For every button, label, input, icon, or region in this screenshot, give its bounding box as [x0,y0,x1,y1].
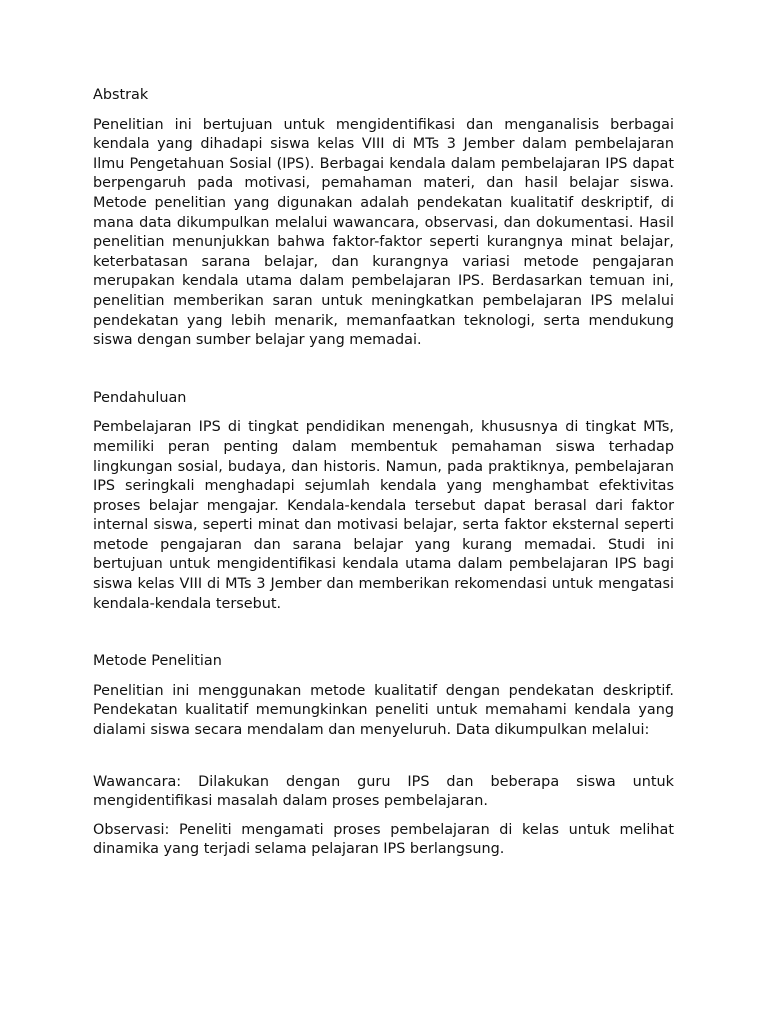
method-item-observasi: Observasi: Peneliti mengamati proses pembelajaran di kelas untuk melihat dinamika yang terjadi selama pelajaran IPS berlangsung. [93,821,674,858]
method-item-wawancara: Wawancara: Dilakukan dengan guru IPS dan beberapa siswa untuk mengidentifikasi masalah dalam proses pembelajaran. [93,773,674,810]
paragraph-abstrak: Penelitian ini bertujuan untuk mengidentifikasi dan menganalisis berbagai kendala yang dihadapi siswa kelas VIII di MTs 3 Jember dalam pembelajaran Ilmu Pengetahuan Sosial (IPS). Berbagai kendala dalam pembelajaran IPS dapat berpengaruh pada motivasi, pemahaman materi, dan hasil belajar siswa. Metode penelitian yang digunakan adalah pendekatan kualitatif deskriptif, di mana data dikumpulkan melalui wawancara, observasi, dan dokumentasi. Hasil penelitian menunjukkan bahwa faktor-faktor seperti kurangnya minat belajar, keterbatasan sarana belajar, dan kurangnya variasi metode pengajaran merupakan kendala utama dalam pembelajaran IPS. Berdasarkan temuan ini, penelitian memberikan saran untuk meningkatkan pembelajaran IPS melalui pendekatan yang lebih menarik, memanfaatkan teknologi, serta mendukung siswa dengan sumber belajar yang memadai. [93,116,674,349]
heading-abstrak: Abstrak [93,87,149,103]
heading-pendahuluan: Pendahuluan [93,389,187,406]
paragraph-pendahuluan: Pembelajaran IPS di tingkat pendidikan menengah, khususnya di tingkat MTs, memiliki peran penting dalam membentuk pemahaman siswa terhadap lingkungan sosial, budaya, dan historis. Namun, pada praktiknya, pembelajaran IPS seringkali menghadapi sejumlah kendala yang menghambat efektivitas proses belajar mengajar. Kendala-kendala tersebut dapat berasal dari faktor internal siswa, seperti minat dan motivasi belajar, serta faktor eksternal seperti metode pengajaran dan sarana belajar yang kurang memadai. Studi ini bertujuan untuk mengidentifikasi kendala utama dalam pembelajaran IPS bagi siswa kelas VIII di MTs 3 Jember dan memberikan rekomendasi untuk mengatasi kendala-kendala tersebut. [93,419,674,612]
heading-metode-penelitian: Metode Penelitian [93,653,222,670]
document-page [93,86,674,860]
paragraph-metode-penelitian: Penelitian ini menggunakan metode kualitatif dengan pendekatan deskriptif. Pendekatan kualitatif memungkinkan peneliti untuk memahami kendala yang dialami siswa secara mendalam dan menyeluruh. Data dikumpulkan melalui: [93,682,674,739]
